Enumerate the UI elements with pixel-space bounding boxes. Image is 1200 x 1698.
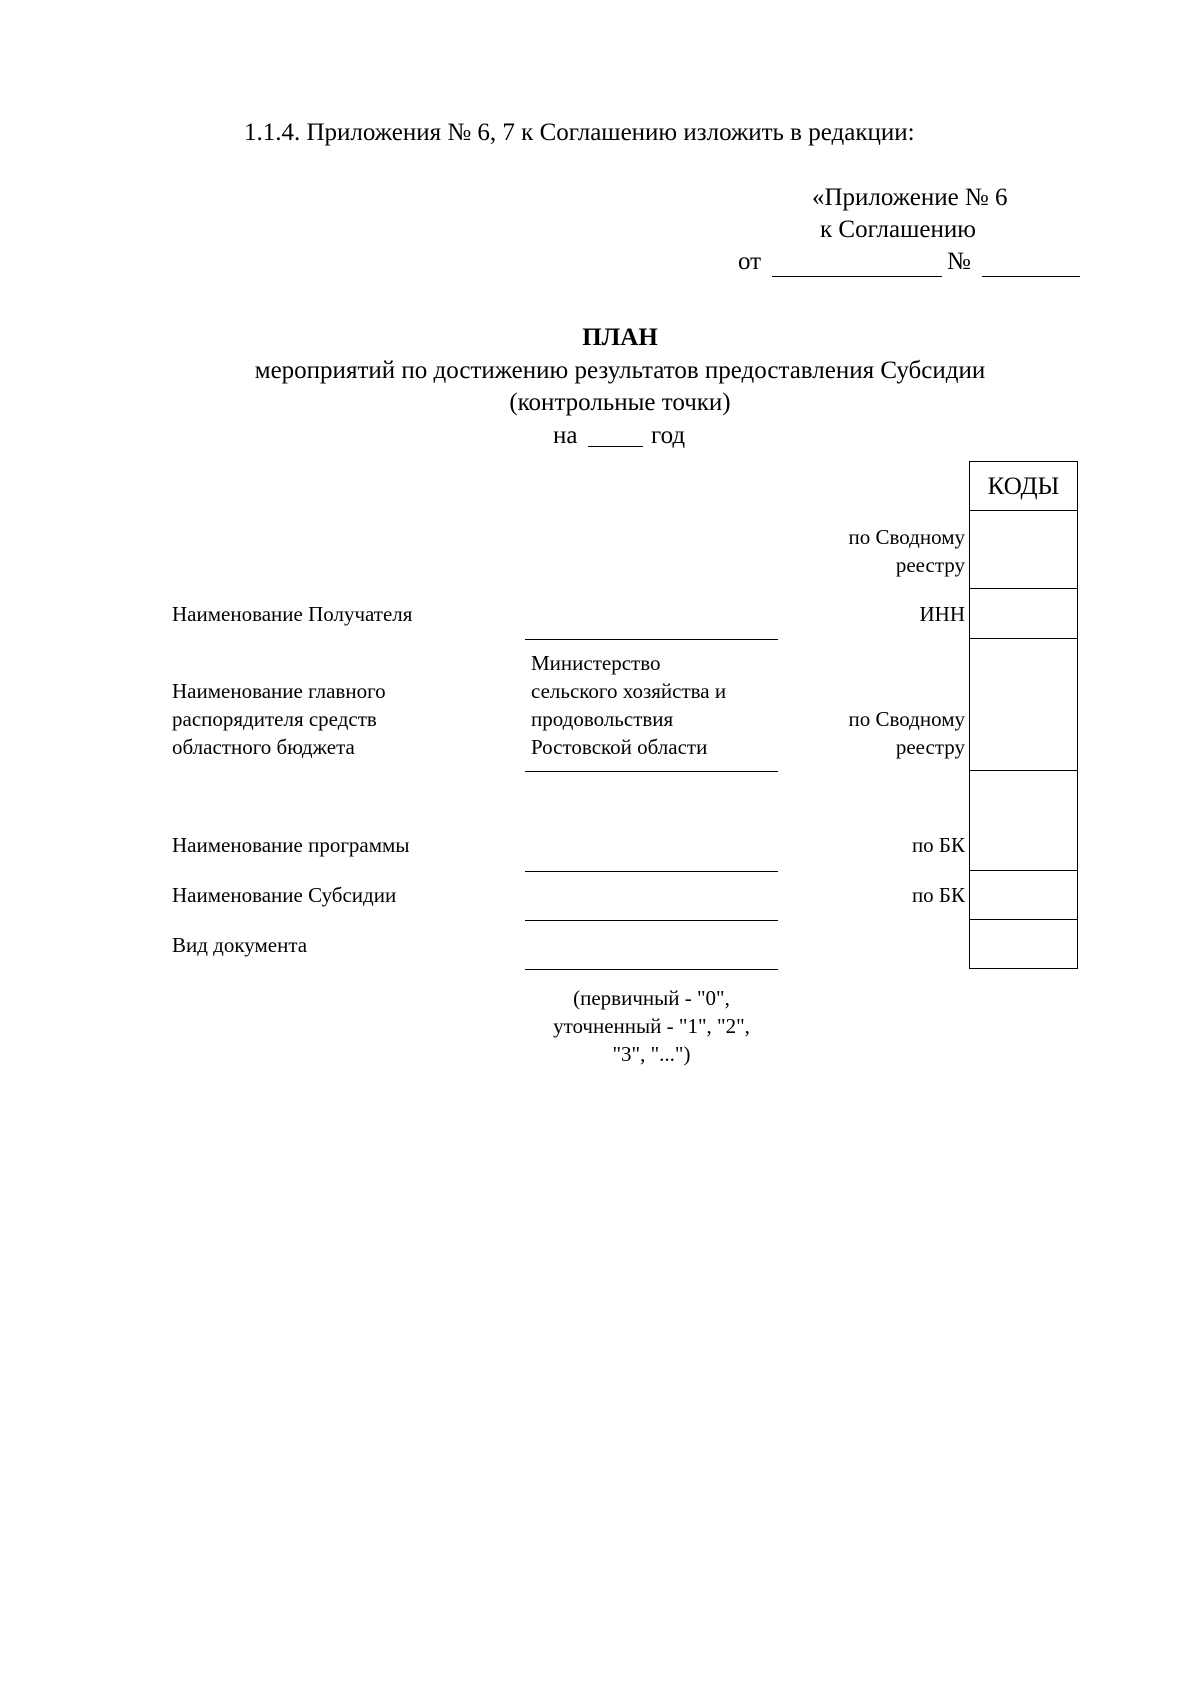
codes-header-cell bbox=[969, 461, 1078, 511]
program-label: Наименование программы bbox=[172, 833, 410, 857]
doc-type-field[interactable] bbox=[525, 969, 778, 970]
code-cell-bk-1[interactable] bbox=[969, 771, 1078, 871]
intro-text: 1.1.4. Приложения № 6, 7 к Соглашению изложить в редакции: bbox=[244, 119, 915, 146]
appendix-from-label: от bbox=[738, 248, 762, 275]
program-field[interactable] bbox=[525, 871, 778, 872]
codes-svodny2-label: по Сводному реестру bbox=[848, 707, 965, 759]
appendix-number-blank bbox=[982, 276, 1080, 277]
codes-svodny-label: по Сводному реестру bbox=[848, 525, 965, 577]
appendix-date-blank bbox=[772, 276, 942, 277]
code-cell-svodny-1[interactable] bbox=[969, 511, 1078, 589]
plan-subtitle: мероприятий по достижению результатов предоставления Субсидии bbox=[254, 357, 986, 384]
code-cell-bk-2[interactable] bbox=[969, 871, 1078, 920]
plan-heading: ПЛАН bbox=[582, 324, 658, 351]
doc-type-hint: (первичный - "0", уточненный - "1", "2", "3", "...") bbox=[553, 986, 750, 1066]
grbs-label: Наименование главного распорядителя средств областного бюджета bbox=[172, 679, 386, 759]
code-cell-doc-type[interactable] bbox=[969, 920, 1078, 969]
codes-bk1-label: по БК bbox=[911, 833, 965, 857]
grbs-field[interactable] bbox=[525, 771, 778, 772]
recipient-label: Наименование Получателя bbox=[172, 602, 413, 626]
plan-year-prefix: на bbox=[553, 422, 578, 449]
codes-inn-label: ИНН bbox=[919, 602, 965, 626]
codes-header: КОДЫ bbox=[987, 473, 1060, 500]
plan-year-suffix: год bbox=[651, 422, 686, 449]
code-cell-svodny-2[interactable] bbox=[969, 639, 1078, 771]
grbs-value: Министерство сельского хозяйства и продовольствия Ростовской области bbox=[531, 651, 727, 759]
subsidy-field[interactable] bbox=[525, 920, 778, 921]
appendix-agreement: к Соглашению bbox=[820, 216, 976, 243]
code-cell-inn[interactable] bbox=[969, 589, 1078, 639]
recipient-field[interactable] bbox=[525, 639, 778, 640]
doc-type-label: Вид документа bbox=[172, 933, 308, 957]
codes-bk2-label: по БК bbox=[911, 883, 965, 907]
subsidy-label: Наименование Субсидии bbox=[172, 883, 397, 907]
plan-subtitle-2: (контрольные точки) bbox=[509, 389, 731, 416]
plan-year-blank bbox=[588, 446, 643, 447]
appendix-title: «Приложение № 6 bbox=[812, 184, 1008, 211]
appendix-number-label: № bbox=[947, 248, 971, 275]
